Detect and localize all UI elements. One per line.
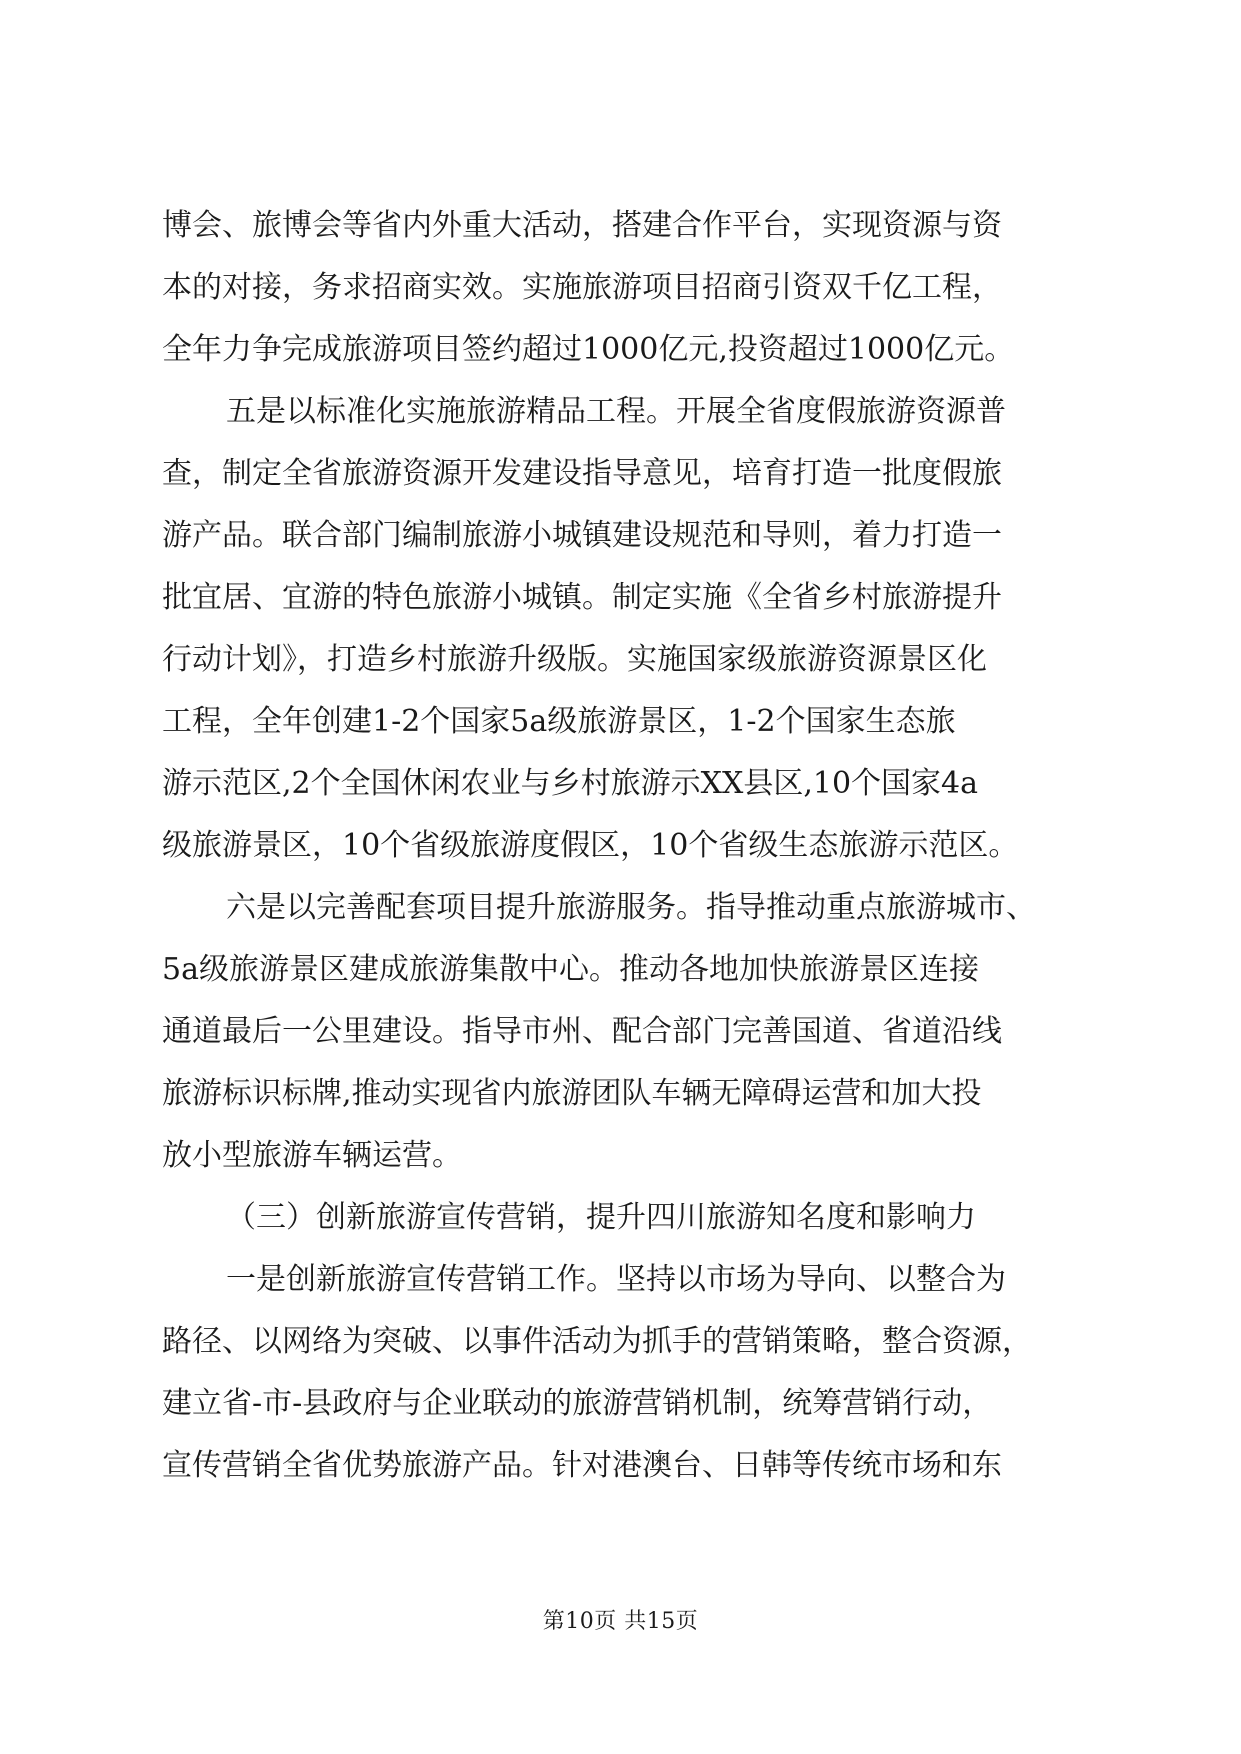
text-line: 旅游标识标牌,推动实现省内旅游团队车辆无障碍运营和加大投 — [162, 1076, 982, 1111]
paragraph-start-line: 一是创新旅游宣传营销工作。坚持以市场为导向、以整合为 — [226, 1262, 1006, 1297]
text-line: 工程，全年创建1-2个国家5a级旅游景区，1-2个国家生态旅 — [162, 704, 956, 739]
text-line: 放小型旅游车辆运营。 — [162, 1138, 462, 1173]
text-line: 级旅游景区，10个省级旅游度假区，10个省级生态旅游示范区。 — [162, 828, 1019, 863]
section-heading: （三）创新旅游宣传营销，提升四川旅游知名度和影响力 — [226, 1200, 976, 1235]
text-line: 路径、以网络为突破、以事件活动为抓手的营销策略，整合资源， — [162, 1324, 1032, 1359]
text-line: 5a级旅游景区建成旅游集散中心。推动各地加快旅游景区连接 — [162, 952, 979, 987]
text-line: 行动计划》，打造乡村旅游升级版。实施国家级旅游资源景区化 — [162, 642, 987, 677]
text-line: 本的对接，务求招商实效。实施旅游项目招商引资双千亿工程， — [162, 270, 1002, 305]
text-line: 查，制定全省旅游资源开发建设指导意见，培育打造一批度假旅 — [162, 456, 1002, 491]
text-line: 建立省-市-县政府与企业联动的旅游营销机制，统筹营销行动， — [162, 1386, 993, 1421]
text-line: 宣传营销全省优势旅游产品。针对港澳台、日韩等传统市场和东 — [162, 1448, 1002, 1483]
paragraph-start-line: 六是以完善配套项目提升旅游服务。指导推动重点旅游城市、 — [226, 890, 1036, 925]
text-line: 游示范区,2个全国休闲农业与乡村旅游示XX县区,10个国家4a — [162, 766, 979, 801]
text-line: 游产品。联合部门编制旅游小城镇建设规范和导则，着力打造一 — [162, 518, 1002, 553]
text-line: 批宜居、宜游的特色旅游小城镇。制定实施《全省乡村旅游提升 — [162, 580, 1002, 615]
page-number-footer: 第10页 共15页 — [542, 1609, 699, 1634]
text-line: 通道最后一公里建设。指导市州、配合部门完善国道、省道沿线 — [162, 1014, 1002, 1049]
paragraph-start-line: 五是以标准化实施旅游精品工程。开展全省度假旅游资源普 — [226, 394, 1006, 429]
text-line: 全年力争完成旅游项目签约超过1000亿元,投资超过1000亿元。 — [162, 332, 1015, 367]
text-line: 博会、旅博会等省内外重大活动，搭建合作平台，实现资源与资 — [162, 208, 1002, 243]
